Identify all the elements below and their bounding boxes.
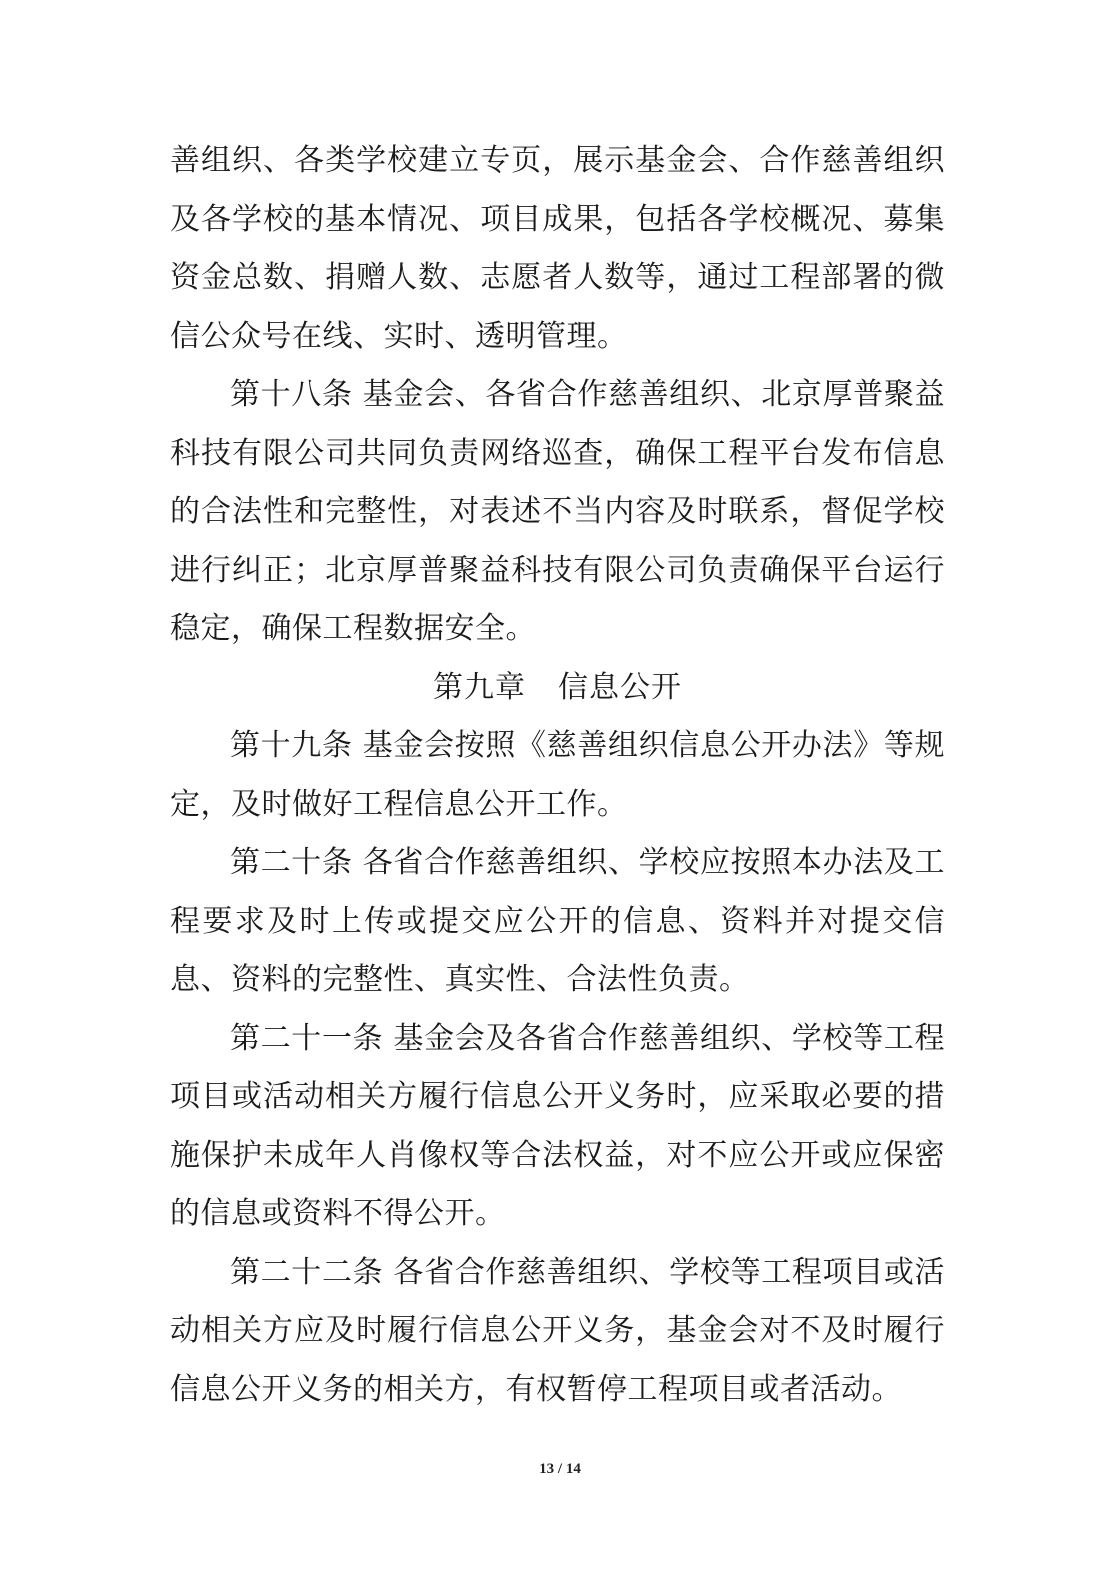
article-18: 第十八条 基金会、各省合作慈善组织、北京厚普聚益科技有限公司共同负责网络巡查，确保工程平台发布信息的合法性和完整性，对表述不当内容及时联系，督促学校进行纠正；北京厚普聚益科技有限公司负责确保平台运行稳定，确保工程数据安全。: [170, 377, 945, 646]
chapter-title: 信息公开: [558, 669, 682, 705]
article-20: 第二十条 各省合作慈善组织、学校应按照本办法及工程要求及时上传或提交应公开的信息、资料并对提交信息、资料的完整性、真实性、合法性负责。: [170, 845, 945, 997]
article-22: 第二十二条 各省合作慈善组织、学校等工程项目或活动相关方应及时履行信息公开义务，基金会对不及时履行信息公开义务的相关方，有权暂停工程项目或者活动。: [170, 1254, 945, 1407]
article-21: 第二十一条 基金会及各省合作慈善组织、学校等工程项目或活动相关方履行信息公开义务时，应采取必要的措施保护未成年人肖像权等合法权益，对不应公开或应保密的信息或资料不得公开。: [170, 1020, 945, 1231]
document-body: [170, 132, 945, 1419]
chapter-heading: [170, 659, 945, 718]
article-19: 第十九条 基金会按照《慈善组织信息公开办法》等规定，及时做好工程信息公开工作。: [170, 728, 945, 822]
paragraph-continuation: 善组织、各类学校建立专页，展示基金会、合作慈善组织及各学校的基本情况、项目成果，包括各学校概况、募集资金总数、捐赠人数、志愿者人数等，通过工程部署的微信公众号在线、实时、透明管理。: [170, 143, 945, 354]
page-number: 13 / 14: [539, 1461, 581, 1477]
chapter-number: 第九章: [433, 669, 526, 705]
